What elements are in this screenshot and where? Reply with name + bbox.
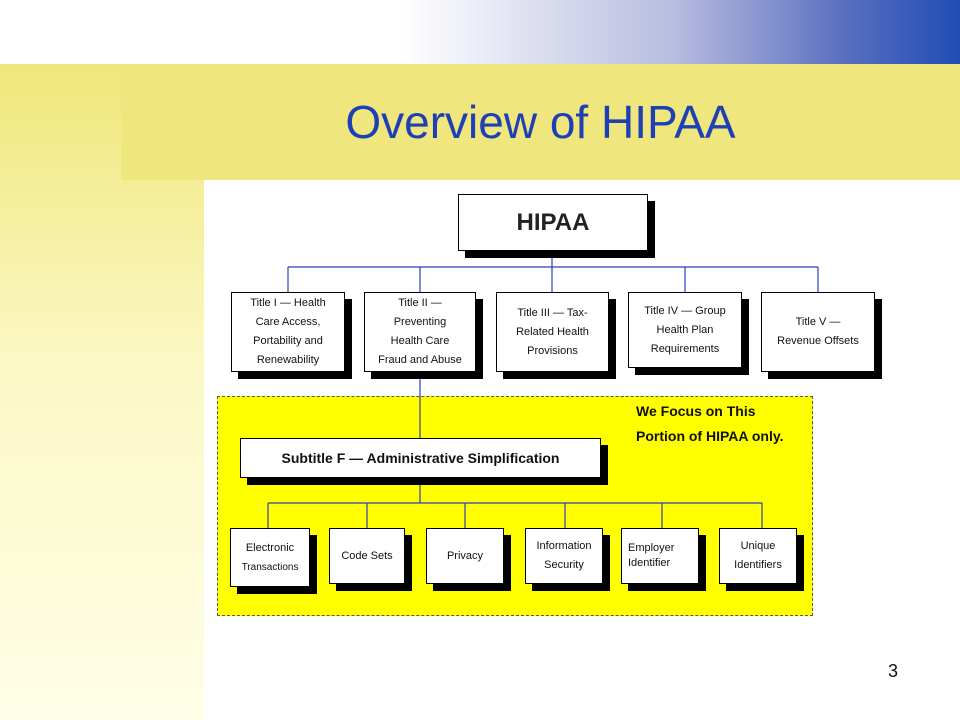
title-ii-line: Health Care — [390, 335, 450, 347]
page-number: 3 — [888, 661, 899, 681]
title-iv-line: Title IV — Group — [644, 304, 726, 317]
title-ii-line: Fraud and Abuse — [378, 354, 462, 366]
title-iii-box — [496, 292, 609, 372]
component-line: Code Sets — [341, 549, 393, 562]
title-v-box — [761, 292, 875, 372]
component-line: Privacy — [446, 549, 484, 562]
focus-note-line-1: We Focus on This — [636, 403, 756, 419]
focus-note-line-2: Portion of HIPAA only. — [636, 428, 784, 444]
title-ii-line: Preventing — [393, 316, 447, 328]
component-unique-identifiers — [719, 528, 797, 584]
subtitle-f-box — [240, 438, 601, 478]
component-privacy — [426, 528, 504, 584]
component-line: Transactions — [241, 561, 299, 573]
title-iv-line: Requirements — [650, 342, 720, 355]
hipaa-root-box — [458, 194, 648, 251]
slide-title: Overview of HIPAA — [345, 96, 736, 148]
title-ii-line: Title II — — [398, 297, 442, 309]
component-electronic-transactions — [230, 528, 310, 587]
title-i-line: Portability and — [253, 335, 323, 347]
component-line: Unique — [740, 540, 776, 552]
component-line: Identifier — [628, 557, 671, 569]
component-line: Electronic — [245, 541, 295, 554]
component-line: Identifiers — [734, 559, 782, 571]
component-line: Security — [544, 559, 584, 571]
component-line: Employer — [628, 542, 675, 554]
component-code-sets — [329, 528, 405, 584]
title-iv-box — [628, 292, 742, 368]
hipaa-root-label: HIPAA — [516, 208, 590, 236]
title-i-line: Title I — Health — [250, 297, 326, 309]
title-i-box — [231, 292, 345, 372]
title-iii-line: Title III — Tax- — [517, 306, 588, 319]
title-iv-line: Health Plan — [656, 323, 714, 336]
title-i-line: Care Access, — [255, 316, 321, 328]
title-iii-line: Related Health — [516, 325, 589, 338]
component-employer-identifier — [621, 528, 699, 584]
title-v-line: Revenue Offsets — [777, 335, 859, 347]
subtitle-f-label: Subtitle F — Administrative Simplification — [281, 450, 560, 466]
title-v-line: Title V — — [795, 316, 841, 328]
title-ii-box — [364, 292, 476, 372]
component-line: Information — [536, 540, 592, 552]
component-information-security — [525, 528, 603, 584]
title-iii-line: Provisions — [527, 344, 578, 357]
title-i-line: Renewability — [256, 354, 320, 366]
